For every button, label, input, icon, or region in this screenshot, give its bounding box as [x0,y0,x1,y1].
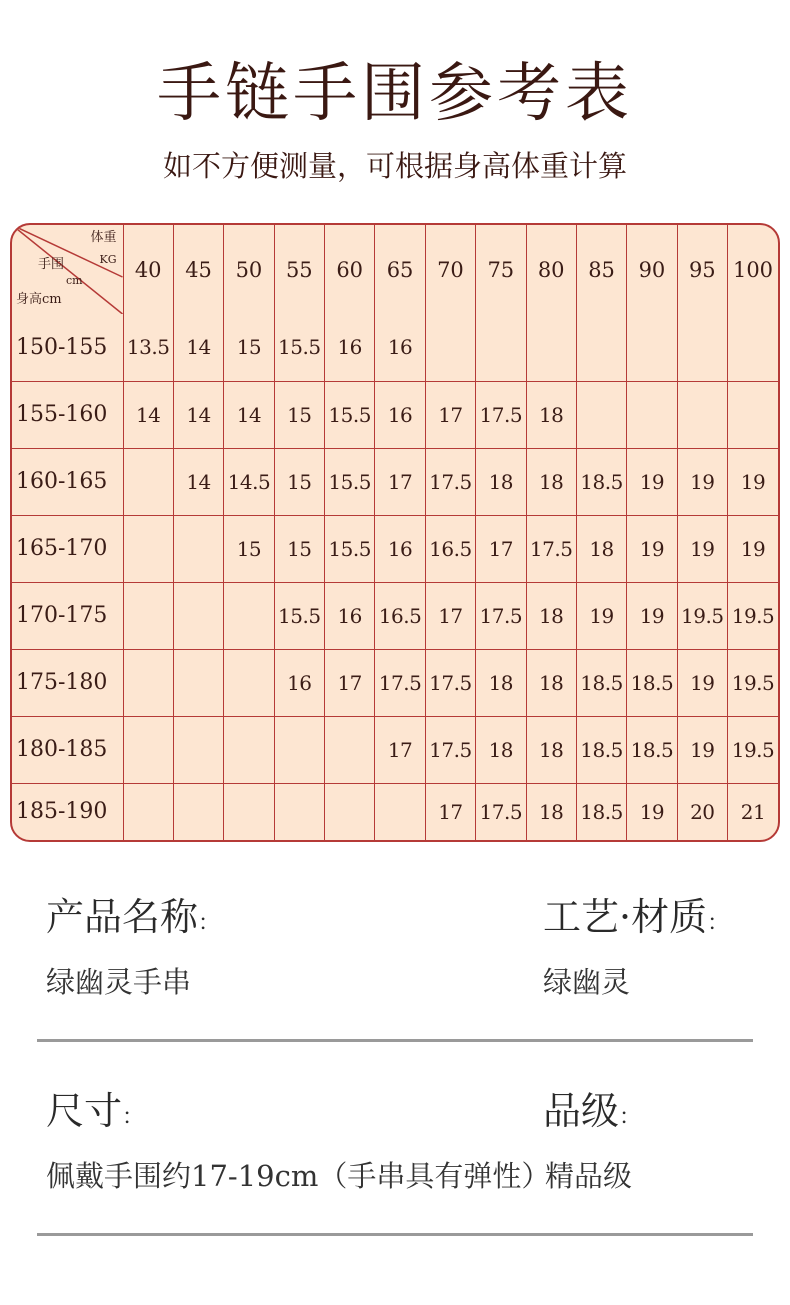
wrist-size-cell [375,783,425,840]
wrist-size-cell: 18 [526,448,576,515]
table-corner-cell [12,225,123,314]
wrist-size-cell: 19 [728,448,779,515]
wrist-size-cell: 17.5 [476,783,526,840]
wrist-size-cell: 19.5 [728,716,779,783]
wrist-size-cell: 17 [425,582,475,649]
table-row [12,649,778,716]
product-name-label: 产品名称： [46,895,221,939]
grade-value: 精品级 [545,1159,633,1193]
height-row-header: 165-170 [12,515,123,582]
height-row-header: 160-165 [12,448,123,515]
wrist-size-cell: 15 [224,515,274,582]
wrist-size-cell: 14 [224,381,274,448]
wrist-size-cell: 19 [728,515,779,582]
wrist-size-cell: 15.5 [274,582,324,649]
table-row [12,783,778,840]
wrist-size-cell: 19 [677,448,727,515]
wrist-size-cell [173,783,223,840]
wrist-size-cell: 17 [476,515,526,582]
wrist-size-cell: 19 [627,783,677,840]
page-title: 手链手围参考表 [157,57,633,131]
wrist-size-cell: 18 [526,582,576,649]
wrist-size-cell: 15 [274,381,324,448]
wrist-size-cell [425,314,475,381]
wrist-size-cell [123,448,173,515]
weight-column-header: 45 [173,225,223,314]
table-row [12,716,778,783]
wrist-size-cell [728,314,779,381]
wrist-size-cell: 18.5 [576,448,626,515]
wrist-size-cell: 18 [526,381,576,448]
wrist-size-cell [173,716,223,783]
wrist-size-cell [173,515,223,582]
wrist-size-cell: 17.5 [375,649,425,716]
wrist-size-cell [627,381,677,448]
wrist-size-cell [677,314,727,381]
wrist-size-cell: 16.5 [425,515,475,582]
height-row-header: 155-160 [12,381,123,448]
corner-wrist-label: 手围 [38,257,65,272]
wrist-size-cell: 17 [425,381,475,448]
wrist-size-cell: 19 [627,448,677,515]
wrist-size-cell: 18 [526,783,576,840]
wrist-size-cell: 15.5 [274,314,324,381]
divider-line [37,1233,753,1236]
wrist-size-cell: 19.5 [728,649,779,716]
wrist-size-cell: 17.5 [476,381,526,448]
wrist-size-cell: 18.5 [576,783,626,840]
table-row [12,314,778,381]
wrist-size-cell: 18 [476,716,526,783]
wrist-size-cell: 17 [425,783,475,840]
wrist-size-cell: 17.5 [476,582,526,649]
wrist-size-cell: 16 [325,582,375,649]
weight-header-row [12,225,778,314]
wrist-size-cell: 18 [526,649,576,716]
wrist-size-cell [274,716,324,783]
wrist-size-cell: 14 [173,448,223,515]
wrist-size-cell: 19 [576,582,626,649]
wrist-size-cell: 19 [677,649,727,716]
size-value: 佩戴手围约17-19cm（手串具有弹性） [46,1159,551,1193]
wrist-size-cell [173,582,223,649]
wrist-size-cell: 19 [677,716,727,783]
table-row [12,448,778,515]
wrist-size-cell: 19 [627,582,677,649]
wrist-size-cell: 18.5 [576,716,626,783]
wrist-size-cell [123,649,173,716]
size-label: 尺寸： [46,1089,145,1133]
wrist-size-cell: 19.5 [677,582,727,649]
wrist-size-cell [224,649,274,716]
wrist-size-cell: 15.5 [325,381,375,448]
wrist-size-cell: 17 [375,716,425,783]
wrist-size-cell: 17 [325,649,375,716]
size-reference-table [10,223,780,842]
weight-column-header: 85 [576,225,626,314]
corner-wrist-unit: cm [66,274,83,287]
divider-line [37,1039,753,1042]
weight-column-header: 75 [476,225,526,314]
wrist-size-cell [325,783,375,840]
wrist-size-cell [123,716,173,783]
wrist-size-cell [677,381,727,448]
wrist-size-cell [274,783,324,840]
wrist-size-cell [173,649,223,716]
wrist-size-cell: 16 [375,314,425,381]
wrist-size-cell [576,314,626,381]
wrist-size-cell: 14 [173,381,223,448]
wrist-size-cell: 20 [677,783,727,840]
weight-column-header: 60 [325,225,375,314]
table-row [12,515,778,582]
wrist-size-cell: 15 [224,314,274,381]
corner-height-label: 身高cm [16,292,62,307]
weight-column-header: 100 [728,225,779,314]
weight-column-header: 55 [274,225,324,314]
wrist-size-cell [325,716,375,783]
wrist-size-cell: 18 [476,448,526,515]
wrist-size-cell: 13.5 [123,314,173,381]
wrist-size-cell [627,314,677,381]
table-row [12,582,778,649]
wrist-size-cell [576,381,626,448]
weight-column-header: 90 [627,225,677,314]
wrist-size-cell: 14 [123,381,173,448]
height-row-header: 175-180 [12,649,123,716]
wrist-size-cell [728,381,779,448]
height-row-header: 150-155 [12,314,123,381]
wrist-size-cell: 18.5 [576,649,626,716]
wrist-size-cell: 16.5 [375,582,425,649]
weight-column-header: 95 [677,225,727,314]
wrist-size-cell: 18.5 [627,716,677,783]
wrist-size-cell: 15 [274,448,324,515]
grade-label: 品级： [543,1089,642,1133]
wrist-size-cell: 17.5 [425,448,475,515]
wrist-size-cell: 15 [274,515,324,582]
wrist-size-cell: 16 [274,649,324,716]
wrist-size-cell [123,582,173,649]
weight-column-header: 70 [425,225,475,314]
corner-weight-label: 体重 [90,230,117,245]
wrist-size-cell: 18 [576,515,626,582]
wrist-size-cell: 19.5 [728,582,779,649]
wrist-size-cell: 17 [375,448,425,515]
wrist-size-cell: 18.5 [627,649,677,716]
wrist-size-cell [526,314,576,381]
craft-material-label: 工艺·材质： [543,895,730,939]
wrist-size-cell [224,716,274,783]
wrist-size-cell [224,783,274,840]
height-row-header: 180-185 [12,716,123,783]
wrist-size-cell: 17.5 [425,716,475,783]
wrist-size-cell: 18 [526,716,576,783]
wrist-size-cell: 17.5 [425,649,475,716]
wrist-size-cell: 14.5 [224,448,274,515]
wrist-size-cell: 17.5 [526,515,576,582]
weight-column-header: 40 [123,225,173,314]
wrist-size-cell: 16 [375,381,425,448]
wrist-size-cell: 15.5 [325,515,375,582]
wrist-size-cell [476,314,526,381]
wrist-size-cell [123,515,173,582]
product-name-value: 绿幽灵手串 [46,965,192,999]
wrist-size-cell [224,582,274,649]
wrist-size-cell: 18 [476,649,526,716]
craft-material-value: 绿幽灵 [543,965,631,999]
wrist-size-cell: 15.5 [325,448,375,515]
wrist-size-cell: 16 [375,515,425,582]
page-subtitle: 如不方便测量，可根据身高体重计算 [162,149,627,183]
wrist-size-cell: 16 [325,314,375,381]
wrist-size-cell: 19 [627,515,677,582]
wrist-size-cell: 19 [677,515,727,582]
height-row-header: 185-190 [12,783,123,840]
corner-weight-unit: KG [99,253,117,266]
table-row [12,381,778,448]
wrist-size-cell [123,783,173,840]
weight-column-header: 50 [224,225,274,314]
wrist-size-cell: 14 [173,314,223,381]
wrist-size-cell: 21 [728,783,779,840]
weight-column-header: 65 [375,225,425,314]
weight-column-header: 80 [526,225,576,314]
height-row-header: 170-175 [12,582,123,649]
